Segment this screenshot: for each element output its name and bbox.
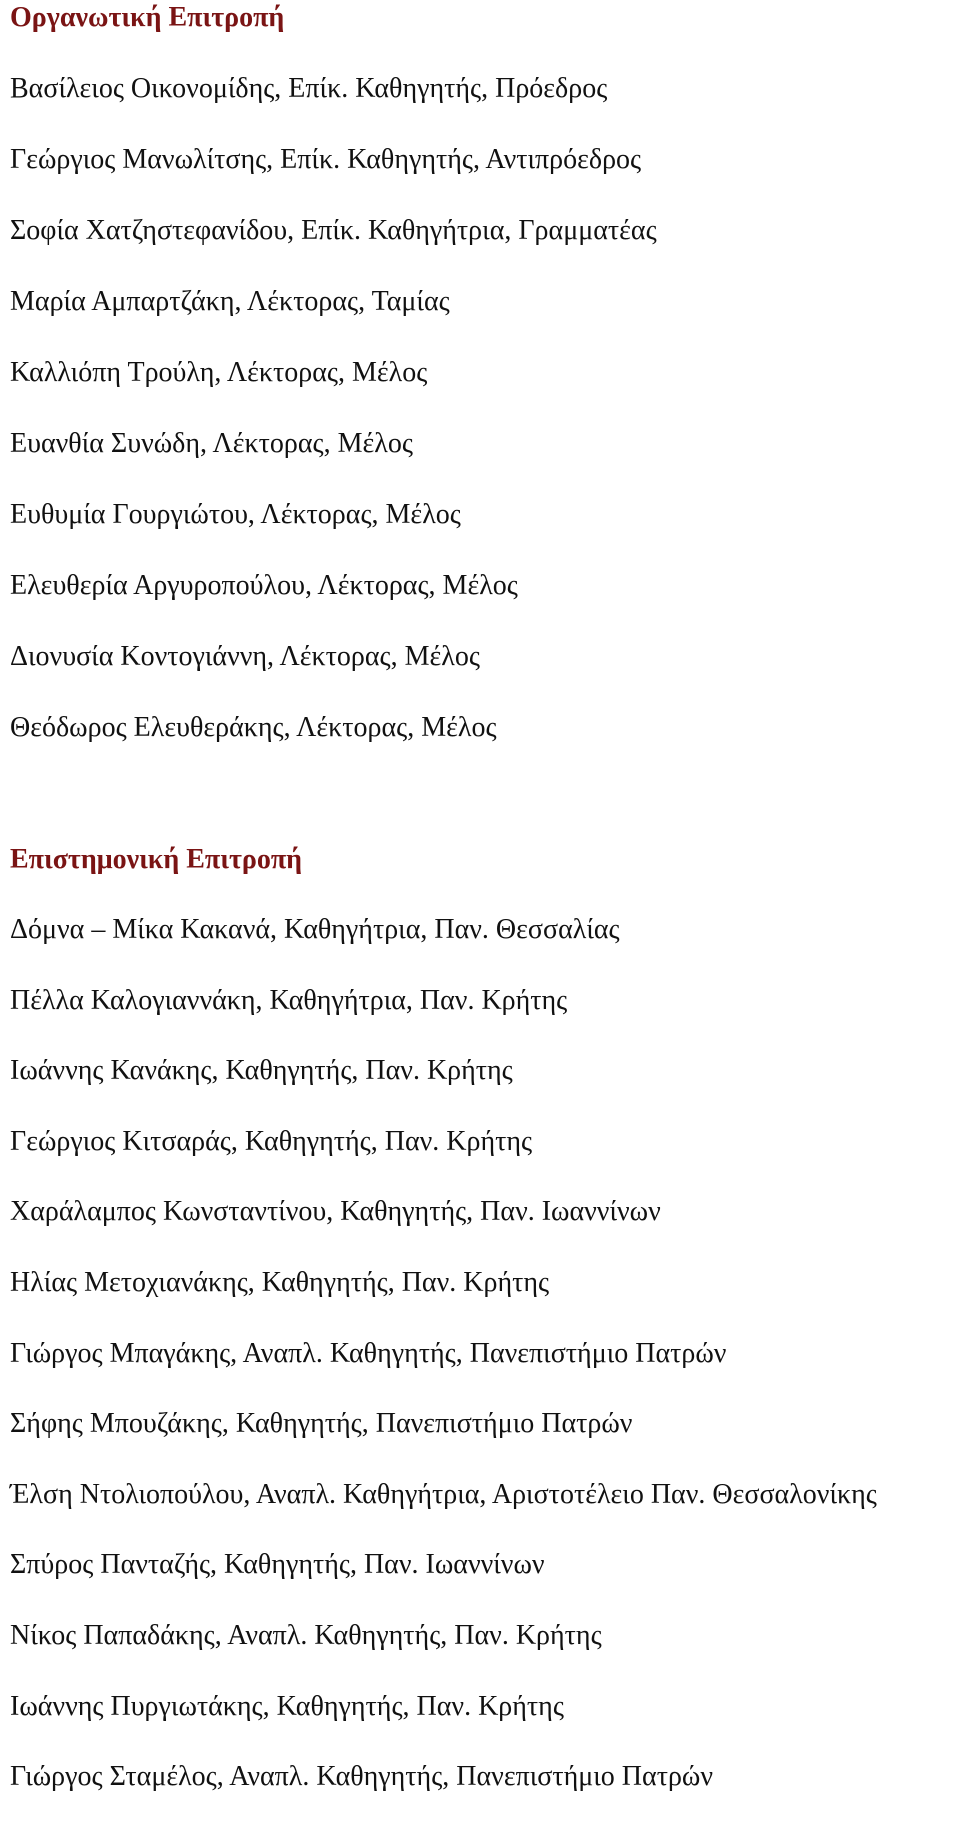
list-item: Πέλλα Καλογιαννάκη, Καθηγήτρια, Παν. Κρήτης (10, 984, 568, 1016)
list-item: Σήφης Μπουζάκης, Καθηγητής, Πανεπιστήμιο Πατρών (10, 1408, 633, 1440)
list-item: Διονυσία Κοντογιάννη, Λέκτορας, Μέλος (10, 641, 480, 672)
list-item: Καλλιόπη Τρούλη, Λέκτορας, Μέλος (10, 357, 428, 388)
list-item: Ευανθία Συνώδη, Λέκτορας, Μέλος (10, 428, 413, 459)
list-item: Έλση Ντολιοπούλου, Αναπλ. Καθηγήτρια, Αριστοτέλειο Παν. Θεσσαλονίκης (10, 1478, 877, 1510)
list-item: Γεώργιος Κιτσαράς, Καθηγητής, Παν. Κρήτης (10, 1125, 533, 1157)
scientific-committee-list (10, 913, 960, 1831)
list-item: Ευθυμία Γουργιώτου, Λέκτορας, Μέλος (10, 499, 461, 530)
list-item: Ιωάννης Κανάκης, Καθηγητής, Παν. Κρήτης (10, 1055, 513, 1087)
list-item: Ηλίας Μετοχιανάκης, Καθηγητής, Παν. Κρήτης (10, 1266, 550, 1298)
list-item: Ελευθερία Αργυροπούλου, Λέκτορας, Μέλος (10, 570, 518, 601)
list-item: Θεόδωρος Ελευθεράκης, Λέκτορας, Μέλος (10, 712, 497, 743)
list-item: Βασίλειος Οικονομίδης, Επίκ. Καθηγητής, Πρόεδρος (10, 73, 608, 104)
list-item: Γιώργος Σταμέλος, Αναπλ. Καθηγητής, Πανεπιστήμιο Πατρών (10, 1761, 714, 1793)
organizing-committee-section (10, 1, 960, 782)
organizing-committee-heading: Οργανωτική Επιτροπή (10, 2, 285, 33)
scientific-committee-section (10, 843, 960, 1831)
list-item: Νίκος Παπαδάκης, Αναπλ. Καθηγητής, Παν. Κρήτης (10, 1619, 602, 1651)
list-item: Γεώργιος Μανωλίτσης, Επίκ. Καθηγητής, Αντιπρόεδρος (10, 144, 642, 175)
list-item: Γιώργος Μπαγάκης, Αναπλ. Καθηγητής, Πανεπιστήμιο Πατρών (10, 1337, 727, 1369)
list-item: Σοφία Χατζηστεφανίδου, Επίκ. Καθηγήτρια, Γραμματέας (10, 215, 657, 246)
list-item: Σπύρος Πανταζής, Καθηγητής, Παν. Ιωαννίνων (10, 1549, 545, 1581)
list-item: Δόμνα – Μίκα Κακανά, Καθηγήτρια, Παν. Θεσσαλίας (10, 914, 620, 945)
scientific-committee-heading: Επιστημονική Επιτροπή (10, 844, 303, 875)
list-item: Χαράλαμπος Κωνσταντίνου, Καθηγητής, Παν. Ιωαννίνων (10, 1196, 661, 1228)
organizing-committee-list (10, 72, 960, 782)
list-item: Ιωάννης Πυργιωτάκης, Καθηγητής, Παν. Κρήτης (10, 1690, 564, 1722)
list-item: Μαρία Αμπαρτζάκη, Λέκτορας, Ταμίας (10, 286, 450, 317)
